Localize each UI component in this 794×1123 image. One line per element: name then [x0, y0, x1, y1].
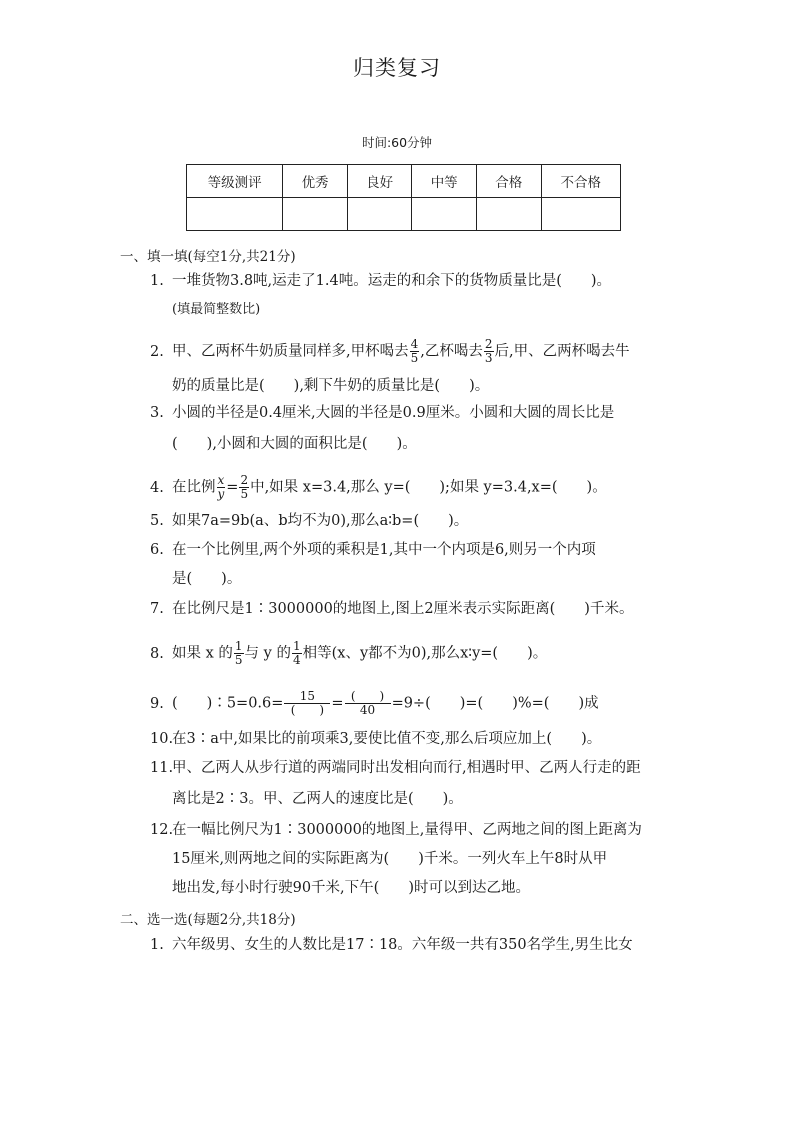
grade-table	[186, 164, 621, 231]
question-text: 在一幅比例尺为1∶3000000的地图上,量得甲、乙两地之间的图上距离为	[172, 822, 642, 838]
question-1-3-line2: ( ),小圆和大圆的面积比是( )。	[172, 436, 417, 452]
question-1-9	[150, 690, 720, 717]
grade-cell[interactable]	[476, 198, 541, 231]
question-number: 1.	[150, 273, 164, 289]
question-1-1-note: (填最简整数比)	[172, 302, 261, 317]
fraction-one-fifth	[234, 640, 244, 667]
equals-sign: =	[331, 695, 344, 712]
question-1-6-line2: 是( )。	[172, 571, 242, 587]
question-text: 后,甲、乙两杯喝去牛	[494, 343, 630, 360]
question-number: 7.	[150, 601, 164, 617]
question-text: 相等(x、y都不为0),那么x∶y=( )。	[302, 645, 548, 662]
fraction-four-fifths	[410, 338, 420, 365]
question-1-11	[150, 759, 720, 777]
fraction-15-over-blank	[284, 690, 330, 717]
grade-header-level: 等级测评	[187, 165, 283, 198]
fraction-numerator: 2	[484, 337, 493, 351]
question-number: 2.	[150, 343, 164, 360]
fraction-two-fifths	[239, 474, 249, 501]
grade-cell[interactable]	[541, 198, 620, 231]
question-1-10	[150, 730, 720, 748]
question-text: 甲、乙两杯牛奶质量同样多,甲杯喝去	[172, 343, 409, 360]
fraction-numerator: 2	[240, 473, 249, 487]
grade-table-header-row	[187, 165, 621, 198]
fraction-numerator: 15	[284, 690, 330, 704]
question-number: 3.	[150, 405, 164, 421]
question-number: 9.	[150, 695, 164, 712]
question-number: 5.	[150, 513, 164, 529]
section-fill-in-heading: 一、填一填(每空1分,共21分)	[120, 249, 296, 265]
grade-cell[interactable]	[347, 198, 412, 231]
equals-sign: =	[226, 479, 239, 496]
fraction-numerator: ( )	[345, 690, 391, 704]
question-1-12-line2: 15厘米,则两地之间的实际距离为( )千米。一列火车上午8时从甲	[172, 851, 608, 867]
question-text: =9÷( )=( )%=( )成	[391, 695, 599, 712]
section-choice-heading: 二、选一选(每题2分,共18分)	[120, 912, 296, 928]
time-limit: 时间:60分钟	[361, 135, 433, 150]
fraction-numerator: x	[217, 473, 225, 487]
question-1-11-line2: 离比是2∶3。甲、乙两人的速度比是( )。	[172, 791, 463, 807]
fraction-denominator: 4	[292, 653, 301, 667]
question-text: 中,如果 x=3.4,那么 y=( );如果 y=3.4,x=( )。	[250, 479, 607, 496]
fraction-two-thirds	[484, 338, 494, 365]
grade-header-medium: 中等	[412, 165, 477, 198]
grade-cell[interactable]	[283, 198, 348, 231]
question-text: ( )∶5=0.6=	[172, 695, 284, 712]
fraction-numerator: 1	[292, 639, 301, 653]
grade-header-excellent: 优秀	[283, 165, 348, 198]
question-1-1	[150, 272, 720, 290]
question-1-5	[150, 512, 720, 530]
fraction-denominator: 5	[234, 653, 243, 667]
question-1-2	[150, 338, 720, 365]
grade-cell[interactable]	[412, 198, 477, 231]
page-title: 归类复习	[353, 56, 441, 80]
question-number: 11.	[150, 760, 174, 776]
question-1-7	[150, 600, 720, 618]
question-number: 10.	[150, 731, 174, 747]
question-text: 如果7a=9b(a、b均不为0),那么a∶b=( )。	[172, 513, 469, 529]
question-1-6	[150, 541, 720, 559]
grade-header-pass: 合格	[476, 165, 541, 198]
fraction-x-over-y	[217, 474, 226, 501]
fraction-denominator: 5	[410, 351, 419, 365]
grade-table-blank-row	[187, 198, 621, 231]
question-1-12-line3: 地出发,每小时行驶90千米,下午( )时可以到达乙地。	[172, 880, 530, 896]
question-1-8	[150, 640, 720, 667]
fraction-numerator: 4	[410, 337, 419, 351]
question-2-1	[150, 936, 720, 954]
question-text: 在3∶a中,如果比的前项乘3,要使比值不变,那么后项应加上( )。	[172, 731, 602, 747]
question-1-12	[150, 821, 720, 839]
question-text: 甲、乙两人从步行道的两端同时出发相向而行,相遇时甲、乙两人行走的距	[172, 760, 641, 776]
question-1-2-line2: 奶的质量比是( ),剩下牛奶的质量比是( )。	[172, 378, 490, 394]
question-text: 小圆的半径是0.4厘米,大圆的半径是0.9厘米。小圆和大圆的周长比是	[172, 405, 615, 421]
grade-cell[interactable]	[187, 198, 283, 231]
fraction-denominator: ( )	[290, 703, 325, 717]
grade-header-good: 良好	[347, 165, 412, 198]
question-text: 在比例	[172, 479, 216, 496]
question-number: 1.	[150, 937, 164, 953]
question-number: 4.	[150, 479, 164, 496]
question-text: ,乙杯喝去	[420, 343, 483, 360]
fraction-denominator: 3	[484, 351, 493, 365]
question-number: 6.	[150, 542, 164, 558]
fraction-numerator: 1	[234, 639, 243, 653]
fraction-denominator: 5	[240, 487, 249, 501]
question-text: 六年级男、女生的人数比是17∶18。六年级一共有350名学生,男生比女	[172, 937, 633, 953]
question-number: 12.	[150, 822, 174, 838]
question-text: 在比例尺是1∶3000000的地图上,图上2厘米表示实际距离( )千米。	[172, 601, 634, 617]
question-text: 与 y 的	[244, 645, 291, 662]
question-text: 如果 x 的	[172, 645, 233, 662]
fraction-denominator: y	[217, 487, 225, 501]
fraction-blank-over-40	[345, 690, 391, 717]
question-text: 在一个比例里,两个外项的乘积是1,其中一个内项是6,则另一个内项	[172, 542, 596, 558]
fraction-one-fourth	[292, 640, 302, 667]
grade-header-fail: 不合格	[541, 165, 620, 198]
fraction-denominator: 40	[359, 703, 376, 717]
question-number: 8.	[150, 645, 164, 662]
question-1-3	[150, 404, 720, 422]
question-1-4	[150, 474, 720, 501]
question-text: 一堆货物3.8吨,运走了1.4吨。运走的和余下的货物质量比是( )。	[172, 273, 612, 289]
